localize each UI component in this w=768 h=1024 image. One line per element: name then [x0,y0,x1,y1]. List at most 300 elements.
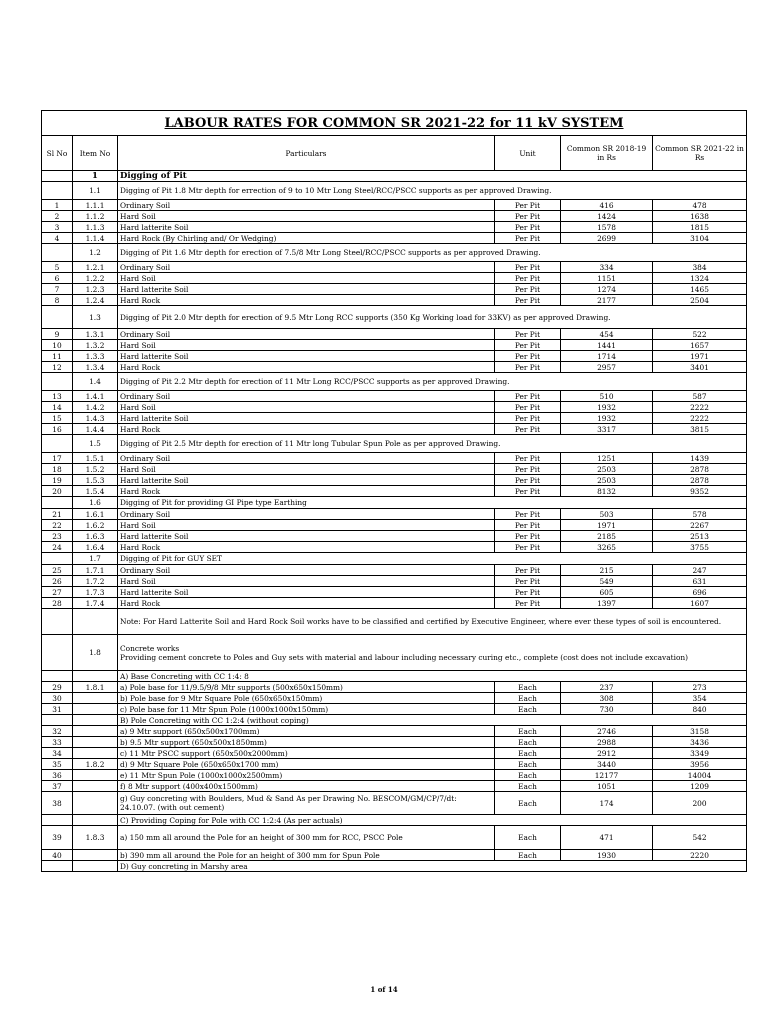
rate-2018-19: 2957 [561,362,653,373]
rate-2021-22: 1209 [653,781,747,792]
particulars: b) 390 mm all around the Pole for an height of 300 mm for Spun Pole [118,850,495,861]
rate-2018-19: 605 [561,587,653,598]
item-no [73,815,118,826]
subheading-text: C) Providing Coping for Pole with CC 1:2:4 (As per actuals) [118,815,747,826]
rate-2021-22: 578 [653,509,747,520]
sl-no: 36 [42,770,73,781]
subheading-text: A) Base Concreting with CC 1:4: 8 [118,671,747,682]
sl-no: 3 [42,222,73,233]
table-row [42,748,747,759]
rate-2018-19: 2503 [561,464,653,475]
table-row [42,464,747,475]
table-row [42,520,747,531]
item-no: 1.8.2 [73,759,118,770]
unit: Per Pit [495,200,561,211]
unit: Per Pit [495,424,561,435]
unit: Each [495,704,561,715]
rate-2018-19: 2988 [561,737,653,748]
item-no: 1.7.2 [73,576,118,587]
group-row [42,635,747,671]
table-row [42,402,747,413]
particulars: f) 8 Mtr support (400x400x1500mm) [118,781,495,792]
table-row [42,726,747,737]
sl-cell [42,635,73,671]
item-no: 1.4.1 [73,391,118,402]
unit: Per Pit [495,486,561,497]
group-row [42,373,747,391]
unit: Per Pit [495,329,561,340]
item-no: 1.5.3 [73,475,118,486]
particulars: Hard Soil [118,520,495,531]
table-row [42,509,747,520]
rate-2021-22: 2504 [653,295,747,306]
rate-2021-22: 2222 [653,402,747,413]
rate-2018-19: 2185 [561,531,653,542]
section-title: Digging of Pit [118,171,747,182]
group-description: Digging of Pit 2.5 Mtr depth for erection of 11 Mtr long Tubular Spun Pole as per approved Drawing. [118,435,747,453]
sl-no: 2 [42,211,73,222]
item-no: 1.5.4 [73,486,118,497]
item-no [73,704,118,715]
group-row [42,497,747,509]
sl-cell [42,306,73,329]
group-row [42,306,747,329]
table-row [42,565,747,576]
item-no: 1.8 [73,635,118,671]
header-unit: Unit [495,136,561,171]
item-no: 1.1.2 [73,211,118,222]
rate-2018-19: 12177 [561,770,653,781]
table-row [42,781,747,792]
sl-no: 25 [42,565,73,576]
item-no: 1.3.3 [73,351,118,362]
particulars: g) Guy concreting with Boulders, Mud & Sand As per Drawing No. BESCOM/GM/CP/7/dt: 24.10.07. (with out cement) [118,792,495,815]
subheading-row [42,715,747,726]
header-row [42,136,747,171]
sl-cell [42,435,73,453]
rate-2021-22: 3755 [653,542,747,553]
item-no: 1.4.3 [73,413,118,424]
rate-2018-19: 1932 [561,402,653,413]
section-row [42,171,747,182]
particulars: Hard latterite Soil [118,413,495,424]
particulars: Ordinary Soil [118,262,495,273]
rate-2018-19: 510 [561,391,653,402]
sl-no: 7 [42,284,73,295]
unit: Per Pit [495,362,561,373]
sl-no: 1 [42,200,73,211]
header-sl-no: Sl No [42,136,73,171]
group-description: Concrete works Providing cement concrete to Poles and Guy sets with material and labour including necessary curing etc., complete (cost does not include excavation) [118,635,747,671]
rate-2021-22: 1657 [653,340,747,351]
sl-no: 28 [42,598,73,609]
rate-sheet [41,110,746,872]
item-no: 1.6.3 [73,531,118,542]
group-description: Digging of Pit for providing GI Pipe type Earthing [118,497,747,509]
rate-2021-22: 2878 [653,475,747,486]
item-no [73,850,118,861]
rate-2018-19: 730 [561,704,653,715]
item-no: 1.7 [73,553,118,565]
unit: Per Pit [495,576,561,587]
sl-no: 11 [42,351,73,362]
sl-no: 9 [42,329,73,340]
sl-no: 14 [42,402,73,413]
particulars: Hard Rock [118,424,495,435]
item-no: 1.2.1 [73,262,118,273]
unit: Per Pit [495,402,561,413]
sl-cell [42,715,73,726]
group-row [42,435,747,453]
unit: Per Pit [495,284,561,295]
table-row [42,329,747,340]
rate-2018-19: 2746 [561,726,653,737]
item-no: 1.7.3 [73,587,118,598]
table-row [42,351,747,362]
table-row [42,200,747,211]
item-no: 1.6.2 [73,520,118,531]
rate-2021-22: 587 [653,391,747,402]
particulars: Hard latterite Soil [118,587,495,598]
unit: Per Pit [495,587,561,598]
item-no: 1.6.4 [73,542,118,553]
sl-no: 12 [42,362,73,373]
particulars: c) 11 Mtr PSCC support (650x500x2000mm) [118,748,495,759]
item-no: 1 [73,171,118,182]
item-no [73,748,118,759]
particulars: b) 9.5 Mtr support (650x500x1850mm) [118,737,495,748]
unit: Each [495,792,561,815]
sl-no: 32 [42,726,73,737]
table-row [42,362,747,373]
unit: Per Pit [495,222,561,233]
item-no [73,792,118,815]
rate-2021-22: 1607 [653,598,747,609]
rate-2021-22: 542 [653,826,747,850]
rate-2018-19: 454 [561,329,653,340]
particulars: Ordinary Soil [118,453,495,464]
rate-2018-19: 1051 [561,781,653,792]
rate-2018-19: 1714 [561,351,653,362]
unit: Per Pit [495,262,561,273]
sl-no: 19 [42,475,73,486]
particulars: Ordinary Soil [118,509,495,520]
unit: Per Pit [495,598,561,609]
unit: Per Pit [495,340,561,351]
item-no [73,609,118,635]
sl-no: 15 [42,413,73,424]
rate-2021-22: 2222 [653,413,747,424]
rate-2021-22: 9352 [653,486,747,497]
labour-rates-table [41,110,747,872]
note-text: Note: For Hard Latterite Soil and Hard Rock Soil works have to be classified and certified by Executive Engineer, where ever these types of soil is encountered. [118,609,747,635]
table-row [42,391,747,402]
sl-no: 10 [42,340,73,351]
sl-no: 30 [42,693,73,704]
rate-2018-19: 2912 [561,748,653,759]
rate-2018-19: 2699 [561,233,653,244]
sl-no: 37 [42,781,73,792]
item-no [73,726,118,737]
table-row [42,424,747,435]
note-row [42,609,747,635]
rate-2021-22: 3815 [653,424,747,435]
item-no: 1.1.4 [73,233,118,244]
table-row [42,792,747,815]
sl-cell [42,171,73,182]
group-description: Digging of Pit 2.0 Mtr depth for erection of 9.5 Mtr Long RCC supports (350 Kg Working load for 33KV) as per approved Drawing. [118,306,747,329]
group-row [42,182,747,200]
sl-no: 40 [42,850,73,861]
unit: Per Pit [495,509,561,520]
particulars: Hard Soil [118,273,495,284]
unit: Per Pit [495,413,561,424]
particulars: Hard Soil [118,211,495,222]
sl-no: 4 [42,233,73,244]
item-no: 1.5 [73,435,118,453]
rate-2021-22: 354 [653,693,747,704]
unit: Per Pit [495,520,561,531]
item-no [73,693,118,704]
header-sr-2018-19: Common SR 2018-19 in Rs [561,136,653,171]
particulars: a) 150 mm all around the Pole for an height of 300 mm for RCC, PSCC Pole [118,826,495,850]
unit: Per Pit [495,475,561,486]
item-no: 1.7.1 [73,565,118,576]
unit: Each [495,726,561,737]
item-no: 1.4 [73,373,118,391]
rate-2021-22: 840 [653,704,747,715]
item-no [73,770,118,781]
rate-2018-19: 334 [561,262,653,273]
subheading-row [42,815,747,826]
rate-2021-22: 1439 [653,453,747,464]
header-particulars: Particulars [118,136,495,171]
sl-cell [42,671,73,682]
particulars: Hard latterite Soil [118,351,495,362]
particulars: b) Pole base for 9 Mtr Square Pole (650x650x150mm) [118,693,495,704]
group-description: Digging of Pit 1.8 Mtr depth for errection of 9 to 10 Mtr Long Steel/RCC/PSCC supports as per approved Drawing. [118,182,747,200]
item-no: 1.3.4 [73,362,118,373]
sl-cell [42,182,73,200]
rate-2021-22: 3158 [653,726,747,737]
item-no: 1.4.2 [73,402,118,413]
rate-2018-19: 549 [561,576,653,587]
rate-2018-19: 1251 [561,453,653,464]
group-row [42,244,747,262]
sl-cell [42,553,73,565]
particulars: Hard Soil [118,464,495,475]
particulars: Hard Rock [118,598,495,609]
page-title: LABOUR RATES FOR COMMON SR 2021-22 for 11 kV SYSTEM [42,111,747,136]
page-number: 1 of 14 [370,985,398,994]
table-row [42,826,747,850]
sl-no: 22 [42,520,73,531]
particulars: Hard latterite Soil [118,222,495,233]
unit: Each [495,826,561,850]
unit: Per Pit [495,391,561,402]
rate-2018-19: 8132 [561,486,653,497]
table-row [42,284,747,295]
rate-2021-22: 3956 [653,759,747,770]
sl-cell [42,861,73,872]
sl-no: 39 [42,826,73,850]
rate-2018-19: 1274 [561,284,653,295]
item-no: 1.1 [73,182,118,200]
particulars: Hard Rock [118,295,495,306]
rate-2021-22: 1638 [653,211,747,222]
rate-2018-19: 1441 [561,340,653,351]
item-no: 1.4.4 [73,424,118,435]
sl-cell [42,244,73,262]
sl-no: 18 [42,464,73,475]
unit: Per Pit [495,453,561,464]
table-row [42,598,747,609]
rate-2018-19: 1578 [561,222,653,233]
rate-2018-19: 3317 [561,424,653,435]
table-row [42,693,747,704]
sl-cell [42,373,73,391]
particulars: Hard latterite Soil [118,475,495,486]
item-no: 1.8.1 [73,682,118,693]
table-row [42,475,747,486]
sl-no: 38 [42,792,73,815]
sl-no: 6 [42,273,73,284]
rate-2018-19: 1932 [561,413,653,424]
sl-no: 26 [42,576,73,587]
unit: Per Pit [495,273,561,284]
unit: Each [495,682,561,693]
unit: Per Pit [495,531,561,542]
rate-2018-19: 2177 [561,295,653,306]
header-item-no: Item No [73,136,118,171]
item-no: 1.2 [73,244,118,262]
sl-no: 5 [42,262,73,273]
rate-2018-19: 1424 [561,211,653,222]
sl-cell [42,497,73,509]
unit: Per Pit [495,295,561,306]
item-no: 1.8.3 [73,826,118,850]
item-no: 1.6.1 [73,509,118,520]
rate-2018-19: 3440 [561,759,653,770]
rate-2018-19: 215 [561,565,653,576]
unit: Per Pit [495,565,561,576]
group-description: Digging of Pit 2.2 Mtr depth for erection of 11 Mtr Long RCC/PSCC supports as per approved Drawing. [118,373,747,391]
unit: Each [495,759,561,770]
table-row [42,340,747,351]
rate-2021-22: 2513 [653,531,747,542]
item-no [73,781,118,792]
group-description: Digging of Pit for GUY SET [118,553,747,565]
rate-2018-19: 1397 [561,598,653,609]
rate-2021-22: 247 [653,565,747,576]
item-no: 1.7.4 [73,598,118,609]
table-row [42,770,747,781]
particulars: Hard latterite Soil [118,284,495,295]
rate-2018-19: 416 [561,200,653,211]
rate-2018-19: 471 [561,826,653,850]
rate-2021-22: 2267 [653,520,747,531]
rate-2021-22: 2220 [653,850,747,861]
particulars: a) 9 Mtr support (650x500x1700mm) [118,726,495,737]
item-no: 1.1.1 [73,200,118,211]
subheading-row [42,671,747,682]
table-row [42,850,747,861]
particulars: Hard Soil [118,576,495,587]
unit: Each [495,770,561,781]
particulars: Ordinary Soil [118,565,495,576]
rate-2021-22: 1324 [653,273,747,284]
sl-no: 23 [42,531,73,542]
table-row [42,759,747,770]
rate-2021-22: 3436 [653,737,747,748]
table-row [42,682,747,693]
rate-2018-19: 308 [561,693,653,704]
sl-no: 24 [42,542,73,553]
rate-2021-22: 2878 [653,464,747,475]
rate-2021-22: 631 [653,576,747,587]
particulars: Hard Rock [118,486,495,497]
item-no: 1.6 [73,497,118,509]
unit: Each [495,748,561,759]
sl-no: 33 [42,737,73,748]
table-row [42,542,747,553]
rate-2021-22: 522 [653,329,747,340]
rate-2021-22: 1465 [653,284,747,295]
particulars: Ordinary Soil [118,329,495,340]
rate-2018-19: 237 [561,682,653,693]
particulars: Hard latterite Soil [118,531,495,542]
particulars: Hard Rock [118,362,495,373]
unit: Per Pit [495,233,561,244]
item-no: 1.3.2 [73,340,118,351]
item-no: 1.2.3 [73,284,118,295]
sl-no: 34 [42,748,73,759]
sl-cell [42,815,73,826]
header-sr-2021-22: Common SR 2021-22 in Rs [653,136,747,171]
rate-2021-22: 1971 [653,351,747,362]
unit: Per Pit [495,211,561,222]
table-row [42,737,747,748]
rate-2021-22: 3104 [653,233,747,244]
sl-no: 20 [42,486,73,497]
rate-2021-22: 384 [653,262,747,273]
sl-no: 29 [42,682,73,693]
table-row [42,704,747,715]
table-row [42,413,747,424]
unit: Each [495,737,561,748]
group-description: Digging of Pit 1.6 Mtr depth for erection of 7.5/8 Mtr Long Steel/RCC/PSCC supports as per approved Drawing. [118,244,747,262]
rate-2021-22: 478 [653,200,747,211]
table-row [42,576,747,587]
item-no: 1.1.3 [73,222,118,233]
sl-no: 8 [42,295,73,306]
particulars: Ordinary Soil [118,391,495,402]
table-row [42,273,747,284]
table-row [42,295,747,306]
particulars: a) Pole base for 11/9.5/9/8 Mtr supports (500x650x150mm) [118,682,495,693]
rate-2021-22: 696 [653,587,747,598]
particulars: d) 9 Mtr Square Pole (650x650x1700 mm) [118,759,495,770]
particulars: Hard Rock (By Chirling and/ Or Wedging) [118,233,495,244]
particulars: Hard Soil [118,402,495,413]
unit: Each [495,850,561,861]
rate-2018-19: 1930 [561,850,653,861]
sl-no: 27 [42,587,73,598]
item-no: 1.2.2 [73,273,118,284]
item-no: 1.2.4 [73,295,118,306]
rate-2018-19: 3265 [561,542,653,553]
subheading-text: B) Pole Concreting with CC 1:2:4 (without coping) [118,715,747,726]
